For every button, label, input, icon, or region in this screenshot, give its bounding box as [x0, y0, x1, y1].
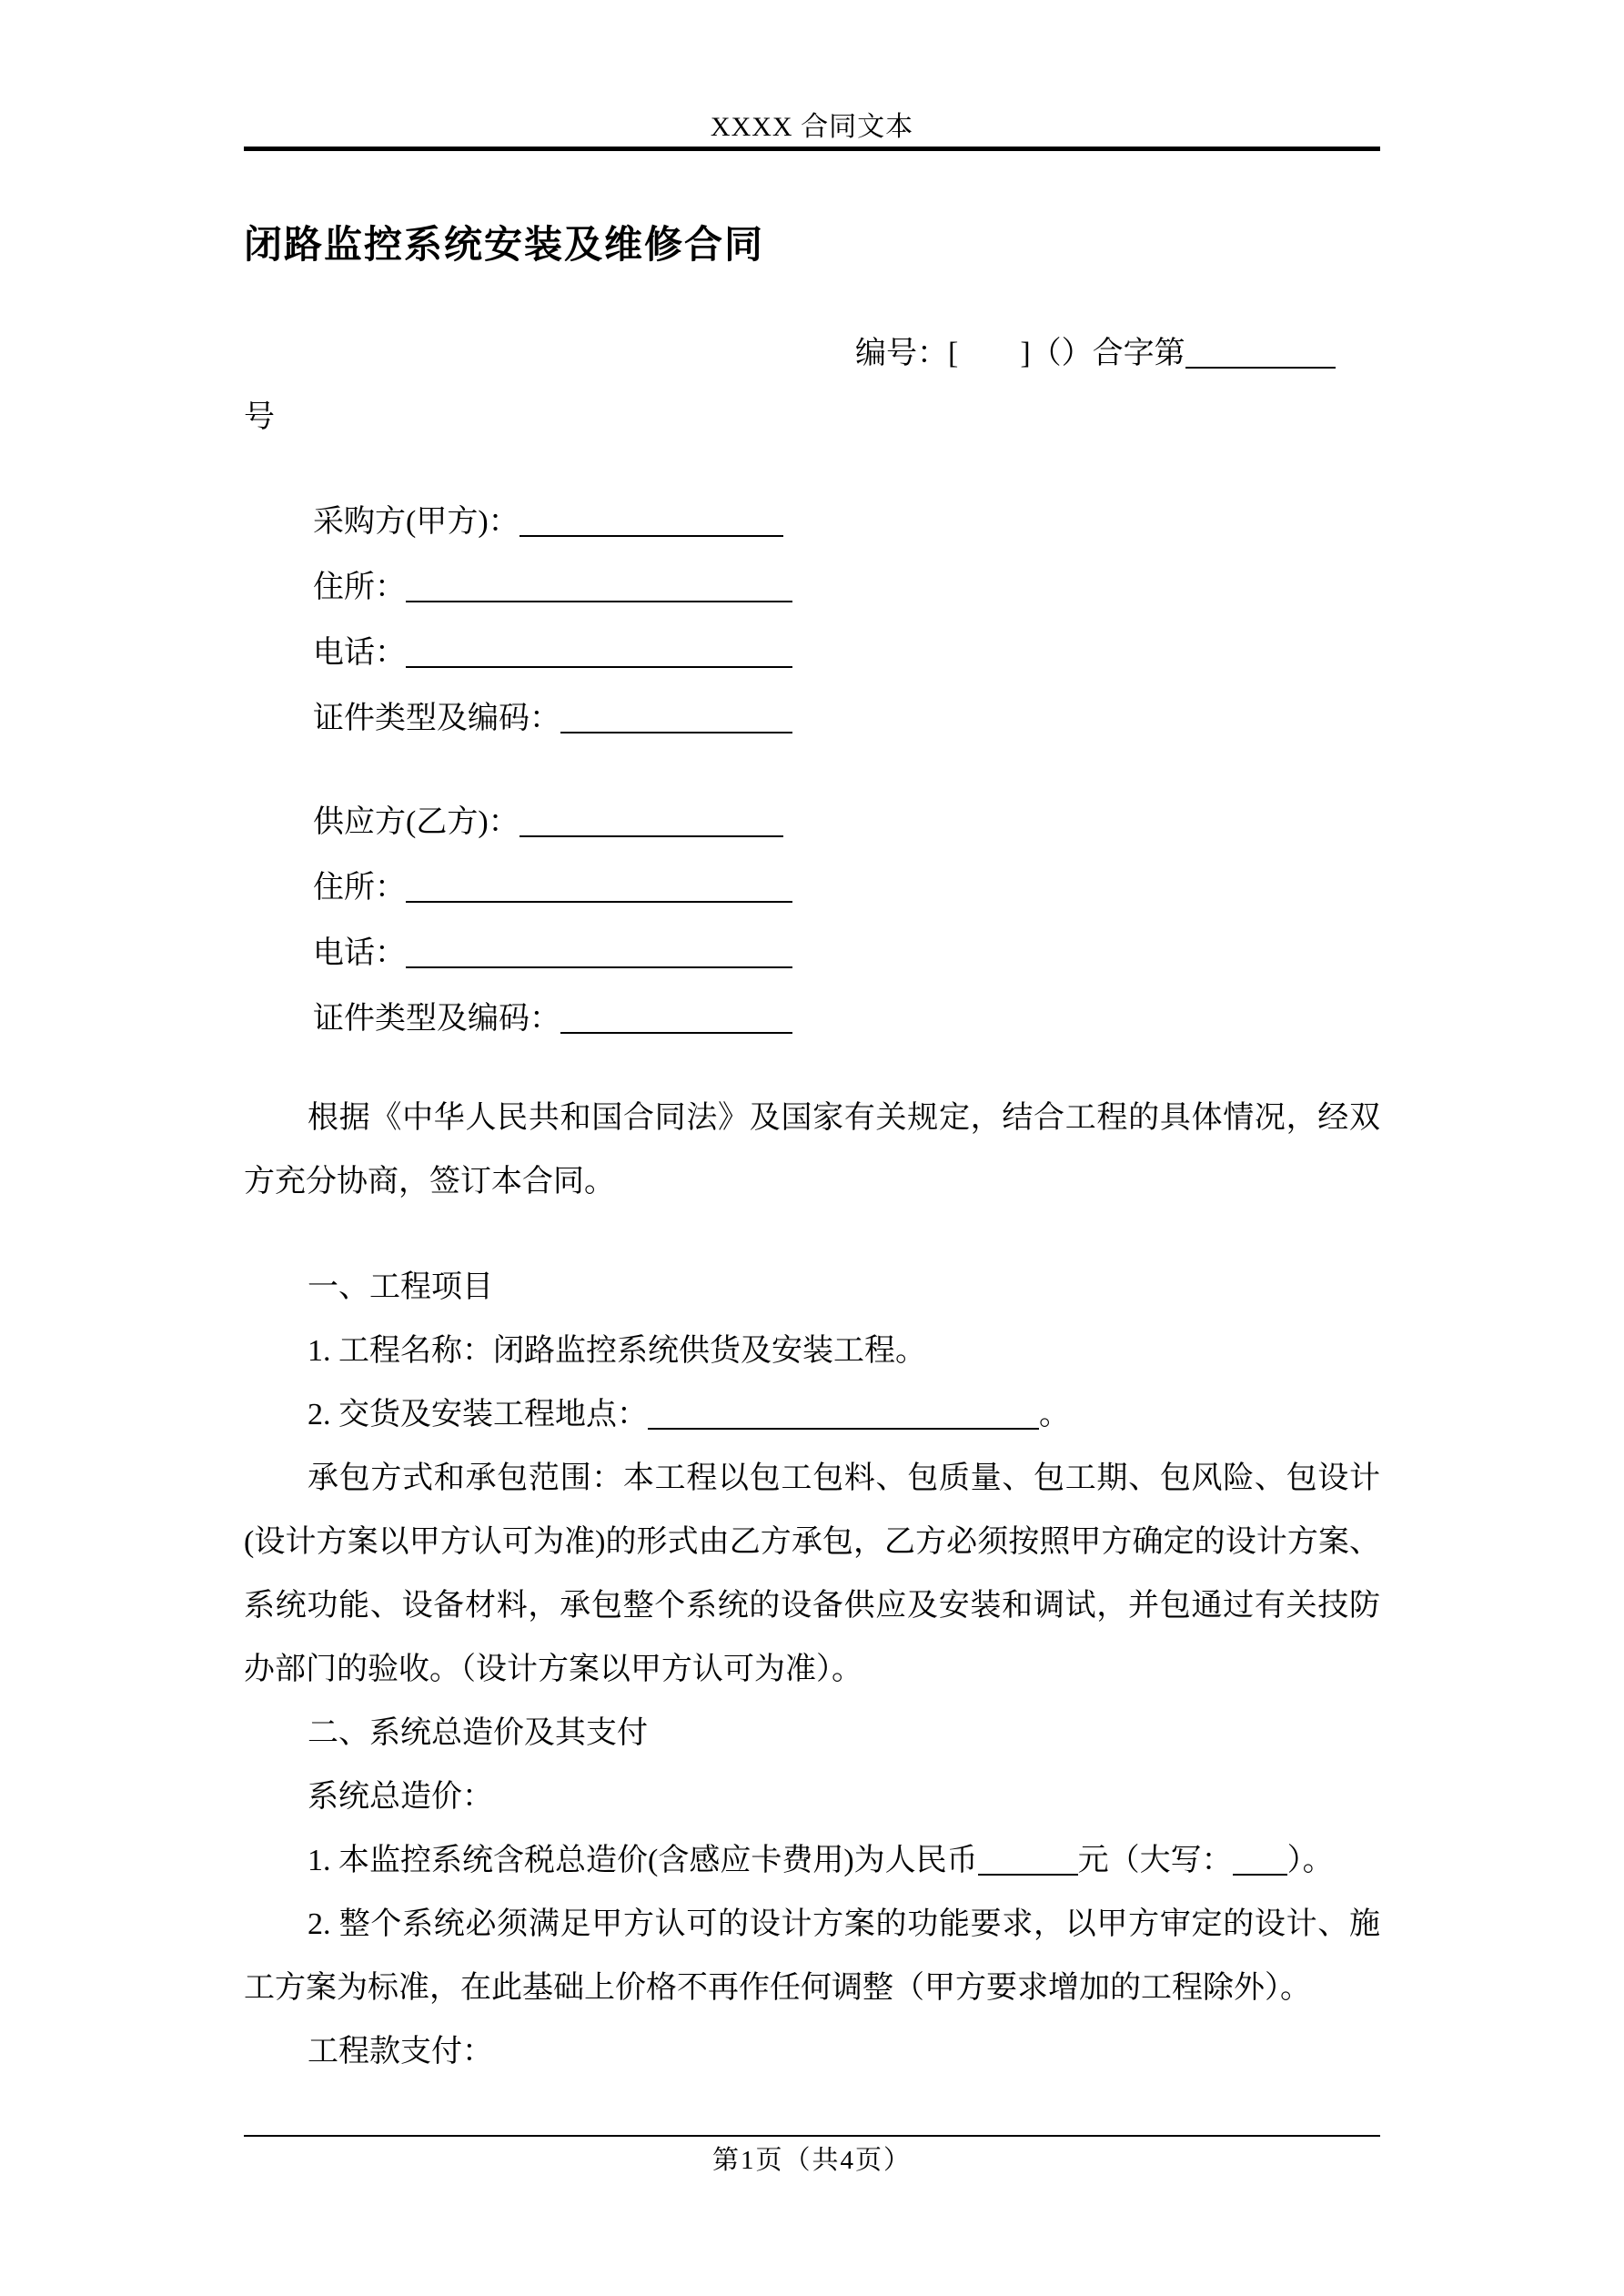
section2-item2-paragraph: 2. 整个系统必须满足甲方认可的设计方案的功能要求，以甲方审定的设计、施工方案为标准，在此基础上价格不再作任何调整（甲方要求增加的工程除外）。 — [244, 1907, 1380, 2005]
party-b-address-blank — [406, 874, 792, 903]
party-b-id-label: 证件类型及编码： — [313, 1002, 560, 1036]
price-words-blank — [1233, 1846, 1287, 1876]
party-a-block — [244, 490, 1380, 752]
section2-item1-suffix: ）。 — [1286, 1844, 1334, 1877]
section1-item2-label: 2. 交货及安装工程地点： — [308, 1398, 648, 1431]
party-b-phone-label: 电话： — [313, 936, 406, 970]
party-a-name-row — [244, 490, 1380, 555]
party-b-address-row — [244, 855, 1380, 921]
party-b-name-row — [244, 790, 1380, 855]
contract-clauses — [244, 1256, 1380, 2084]
party-a-address-blank — [406, 573, 792, 602]
section1-item1: 1. 工程名称：闭路监控系统供货及安装工程。 — [308, 1334, 926, 1368]
price-amount-blank — [978, 1846, 1078, 1876]
contract-number-label: 编号：[ ]（）合字第 — [855, 337, 1185, 370]
page-number-text: 第1页（共4页） — [711, 2146, 912, 2175]
party-a-name-blank — [519, 508, 783, 537]
section1-item2-period: 。 — [1039, 1398, 1070, 1431]
section2-item1 — [244, 1829, 1380, 1893]
section2-subheading: 系统总造价： — [308, 1780, 493, 1814]
party-b-id-blank — [560, 1005, 792, 1034]
section1-scope-paragraph: 承包方式和承包范围：本工程以包工包料、包质量、包工期、包风险、包设计(设计方案以甲方认可为准)的形式由乙方承包，乙方必须按照甲方确定的设计方案、系统功能、设备材料，承包整个系统的设备供应及安装和调试，并包通过有关技防办部门的验收。（设计方案以甲方认可为准）。 — [244, 1462, 1380, 1686]
section1-item2 — [244, 1383, 1380, 1447]
party-a-id-blank — [560, 704, 792, 733]
section2-item1-mid: 元（大写： — [1077, 1844, 1233, 1877]
page-header-text: XXXX 合同文本 — [710, 112, 914, 142]
location-blank — [648, 1401, 1039, 1430]
contract-number-wrap-char: 号 — [244, 400, 275, 434]
party-b-phone-blank — [406, 939, 792, 968]
party-b-block — [244, 790, 1380, 1052]
section2-item1-prefix: 1. 本监控系统含税总造价(含感应卡费用)为人民币 — [308, 1844, 978, 1877]
party-a-address-label: 住所： — [313, 571, 406, 604]
party-a-phone-blank — [406, 639, 792, 668]
page-footer — [0, 2144, 1624, 2177]
party-a-id-label: 证件类型及编码： — [313, 702, 560, 735]
contract-number-blank — [1185, 339, 1336, 369]
party-a-phone-label: 电话： — [313, 636, 406, 670]
section2-heading: 二、系统总造价及其支付 — [308, 1716, 648, 1750]
footer-rule — [244, 2135, 1380, 2137]
party-a-phone-row — [244, 621, 1380, 686]
contract-title: 闭路监控系统安装及维修合同 — [244, 225, 765, 267]
contract-body — [244, 0, 1380, 2084]
preamble-paragraph: 根据《中华人民共和国合同法》及国家有关规定，结合工程的具体情况，经双方充分协商，签订本合同。 — [244, 1101, 1380, 1199]
contract-number-line — [244, 322, 1380, 386]
payment-heading: 工程款支付： — [308, 2035, 493, 2068]
section1-heading: 一、工程项目 — [308, 1270, 493, 1304]
party-b-address-label: 住所： — [313, 871, 406, 905]
party-a-id-row — [244, 686, 1380, 752]
party-b-name-blank — [519, 808, 783, 837]
party-b-phone-row — [244, 921, 1380, 986]
party-a-address-row — [244, 555, 1380, 621]
party-a-name-label: 采购方(甲方)： — [313, 505, 519, 539]
party-b-name-label: 供应方(乙方)： — [313, 805, 519, 839]
party-b-id-row — [244, 986, 1380, 1052]
contract-number-block — [244, 322, 1380, 450]
